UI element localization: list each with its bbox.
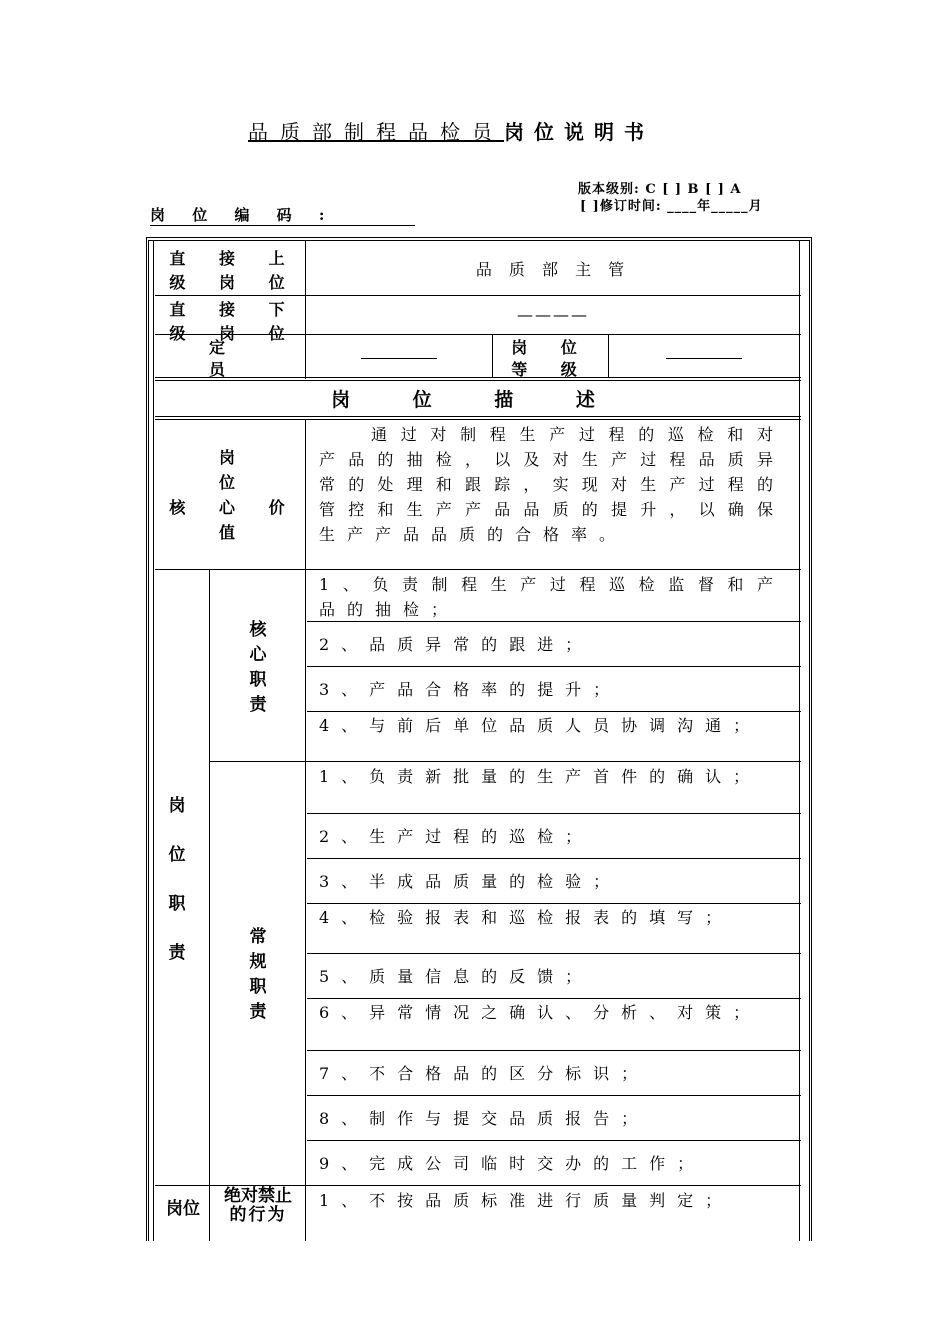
routine-duty-item: 9、完成公司临时交办的工作； [319,1154,706,1173]
routine-duty-item: 3、半成品质量的检验； [319,872,622,891]
core-value-label: 岗 位 核 心 价 值 [169,448,299,542]
description-header: 岗 位 描 述 [331,388,623,411]
position-code: 岗 位 编 码 : [150,204,415,226]
job-description-table [146,237,812,1241]
routine-duty-item: 2、生产过程的巡检； [319,827,594,846]
title-doc-type: 岗位说明书 [504,120,654,144]
routine-duty-item: 1、负责新批量的生产首件的确认； [319,767,762,786]
routine-duty-item: 7、不合格品的区分标识； [319,1064,650,1083]
position-grade-label: 岗 位 等 级 [511,338,591,379]
subordinate-position-value: ———— [517,305,589,324]
headcount-label: 定 员 [208,338,239,379]
forbidden-position-label: 岗位 [166,1199,200,1219]
routine-duty-item: 6、异常情况之确认、分析、对策； [319,1003,762,1022]
core-duty-label: 核 心 职 责 [249,620,267,715]
core-duty-item: 2、品质异常的跟进； [319,635,594,654]
core-duty-item: 1、负责制程生产过程巡检监督和产品的抽检； [319,575,785,619]
routine-duty-item: 4、检验报表和巡检报表的填写； [319,908,734,927]
forbidden-item: 1、不按品质标准进行质量判定； [319,1191,734,1210]
title-position-name: 品质部制程品检员 [248,120,504,144]
routine-duty-item: 5、质量信息的反馈； [319,967,594,986]
revision-time: [ ]修订时间: ____年_____月 [580,199,763,214]
superior-position-label: 直 接 上 级 岗 位 [169,249,299,292]
core-duty-item: 3、产品合格率的提升； [319,680,622,699]
forbidden-behavior-label: 绝对禁止 的行为 [224,1186,292,1225]
core-duty-item: 4、与前后单位品质人员协调沟通； [319,716,762,735]
version-level: 版本级别: C [ ] B [ ] A [578,182,742,197]
routine-duty-item: 8、制作与提交品质报告； [319,1109,650,1128]
position-grade-blank [666,358,742,359]
superior-position-value: 品 质 部 主 管 [475,259,631,279]
core-value-text: 通过对制程生产过程的巡检和对产品的抽检，以及对生产过程品质异常的处理和跟踪，实现对生产过程的管控和生产产品品质的提升，以确保生产产品品质的合格率。 [319,425,785,544]
document-title [248,116,654,145]
subordinate-position-label: 直 接 下 级 岗 位 [169,300,299,343]
position-duty-label: 岗 位 职 责 [168,796,186,963]
routine-duty-label: 常 规 职 责 [249,927,267,1022]
headcount-blank [361,358,437,359]
